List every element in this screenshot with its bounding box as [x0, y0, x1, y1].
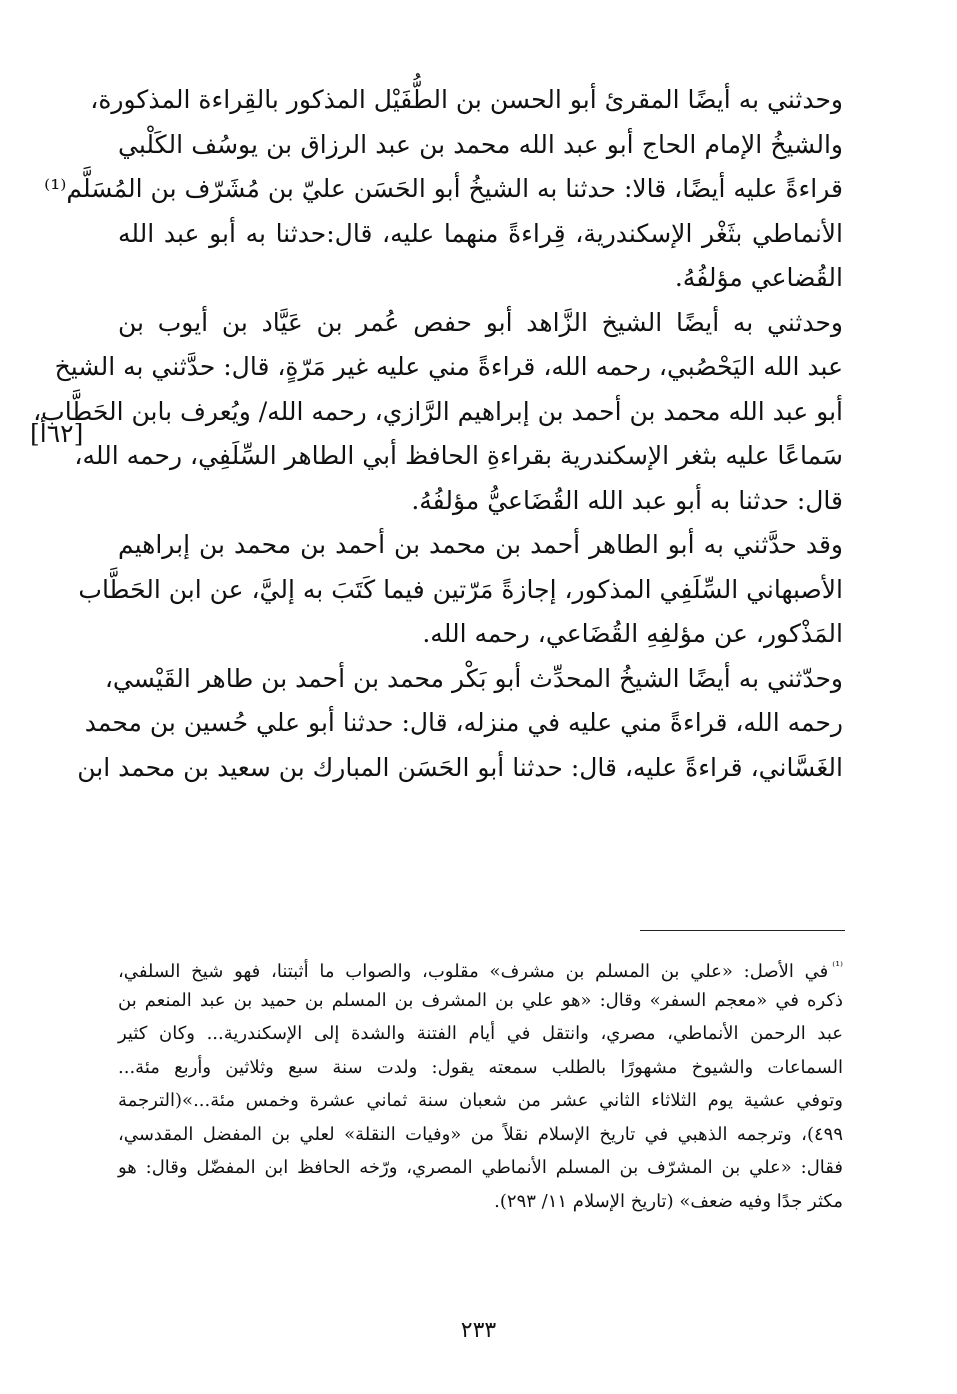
- text-line: قراءةً عليه أيضًا، قالا: حدثنا به الشيخُ أبو الحَسَن عليّ بن مُشَرّف بن المُسَلَّم⁽¹⁾: [44, 174, 843, 203]
- text-line: عبد الله اليَحْصُبي، رحمه الله، قراءةً مني عليه غير مَرّةٍ، قال: حدَّثني به الشيخ: [54, 352, 843, 381]
- text-line: سَماعًا عليه بثغر الإسكندرية بقراءةِ الحافظ أبي الطاهر السِّلَفِي، رحمه الله،: [74, 441, 843, 470]
- text-line: والشيخُ الإمام الحاج أبو عبد الله محمد بن عبد الرزاق بن يوسُف الكَلْبي: [118, 129, 843, 159]
- footnote-line: السماعات والشيوخ مشهورًا بالطلب سمعته يقول: ولدت سنة سبع وثلاثين وأربع مئة...: [118, 1056, 843, 1078]
- text-line: الأصبهاني السِّلَفِي المذكور، إجازةً مَرّتين فيما كَتَبَ به إليَّ، عن ابن الحَطَّاب: [78, 574, 843, 604]
- text-line: الغَسَّاني، قراءةً عليه، قال: حدثنا أبو الحَسَن المبارك بن سعيد بن محمد ابن: [77, 752, 843, 782]
- footnote-line: وتوفي عشية يوم الثلاثاء الثاني عشر من شعبان سنة ثماني عشرة وخمس مئة...»(الترجمة: [118, 1090, 843, 1111]
- text-line: وقد حدَّثني به أبو الطاهر أحمد بن محمد بن أحمد بن محمد بن إبراهيم: [118, 530, 843, 559]
- footnote-line: عبد الرحمن الأنماطي، مصري، وانتقل في أيام الفتنة والشدة إلى الإسكندرية... وكان كثير: [118, 1023, 843, 1044]
- page-number: ٢٣٣: [460, 1318, 497, 1343]
- text-line: أبو عبد الله محمد بن أحمد بن إبراهيم الرَّازي، رحمه الله/ ويُعرف بابن الحَطَّاب،: [33, 396, 843, 426]
- footnote-marker: ⁽¹⁾: [832, 959, 843, 973]
- footnote-line: مكثر جدًا وفيه ضعف» (تاريخ الإسلام ١١/ ٢٩٣).: [494, 1190, 843, 1212]
- text-line: قال: حدثنا به أبو عبد الله القُضَاعيُّ مؤلفُهُ.: [411, 485, 843, 515]
- footnotes: [118, 950, 843, 1218]
- manuscript-folio-marker: [٦٢أ]: [30, 419, 84, 448]
- footnote-separator: [640, 930, 845, 931]
- footnote-line: ٤٩٩)، وترجمه الذهبي في تاريخ الإسلام نقلاً من «وفيات النقلة» لعلي بن المفضل المقدسي،: [118, 1123, 843, 1145]
- text-line: وحدثني به أيضًا الشيخ الزَّاهد أبو حفص عُمر بن عَيَّاد بن أيوب بن: [118, 307, 843, 337]
- footnote-line: فقال: «علي بن المشرّف بن المسلم الأنماطي المصري، ورّخه الحافظ ابن المفضّل وقال: هو: [118, 1157, 843, 1178]
- text-line: الأنماطي بثَغْر الإسكندرية، قِراءةً منهما عليه، قال:حدثنا به أبو عبد الله: [118, 218, 843, 248]
- footnote-text: في الأصل: «علي بن المسلم بن مشرف» مقلوب، والصواب ما أثبتنا، فهو شيخ السلفي،: [118, 961, 829, 982]
- text-line: القُضاعي مؤلفُهُ.: [674, 263, 843, 292]
- text-line: وحدثني به أيضًا المقرئ أبو الحسن بن الطُّفَيْل المذكور بالقِراءة المذكورة،: [90, 85, 843, 114]
- paragraph-1: [44, 78, 843, 301]
- paragraph-3: [78, 523, 843, 657]
- footnote-line: ذكره في «معجم السفر» وقال: «هو علي بن المشرف بن المسلم بن حميد بن عبد المنعم بن: [118, 989, 843, 1011]
- text-line: وحدّثني به أيضًا الشيخُ المحدِّث أبو بَكْر محمد بن أحمد بن طاهر القَيْسي،: [104, 663, 843, 693]
- text-line: رحمه الله، قراءةً مني عليه في منزله، قال: حدثنا أبو علي حُسين بن محمد: [84, 708, 843, 737]
- paragraph-4: [77, 657, 843, 791]
- text-line: المَذْكور، عن مؤلفِهِ القُضَاعي، رحمه الله.: [422, 619, 843, 648]
- footnote-line: [118, 950, 843, 984]
